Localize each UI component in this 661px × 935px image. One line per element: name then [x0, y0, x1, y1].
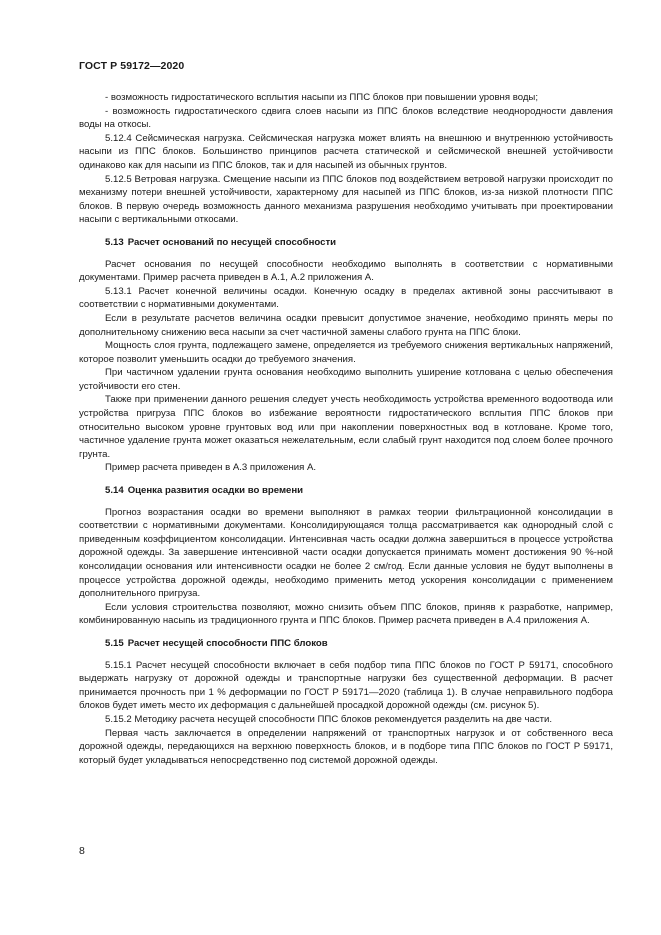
paragraph: Также при применении данного решения следует учесть необходимость устройства временного водоотвода или устройства пригруза ППС блоков во избежание вероятности гидростатического всплытия ППС блоков при относительно высоком уровне грунтовых вод или при накоплении поверхностных вод в котловане. Кроме того, частичное удаление грунта может оказаться нежелательным, если слабый грунт находится под слоем более прочного грунта.: [79, 394, 613, 460]
paragraph: 5.13.1 Расчет конечной величины осадки. Конечную осадку в пределах активной зоны рассчитывают в соответствии с нормативными документами.: [79, 285, 613, 311]
paragraph: При частичном удалении грунта основания необходимо выполнить уширение котлована с целью обеспечения устойчивости его стен.: [79, 367, 613, 392]
paragraph: Расчет основания по несущей способности необходимо выполнять в соответствии с нормативными документами. Пример расчета приведен в А.1, А.2 приложения А.: [79, 258, 613, 284]
document-body: [79, 91, 613, 767]
section-number: 5.13: [105, 236, 124, 248]
page-number: 8: [79, 845, 85, 857]
section-heading-5-15: [79, 637, 613, 651]
section-title: Расчет оснований по несущей способности: [127, 236, 337, 248]
paragraph: Если условия строительства позволяют, можно снизить объем ППС блоков, приняв к разработке, например, комбинированную насыпь из традиционного грунта и ППС блоков. Пример расчета приведен в А.4 приложения А.: [79, 601, 613, 627]
paragraph: 5.12.5 Ветровая нагрузка. Смещение насыпи из ППС блоков под воздействием ветровой нагрузки происходит по механизму потери внешней устойчивости, характерному для насыпей из ППС блоков, из-за низкой плотности ППС блоков. В первую очередь возможность данного механизма разрушения необходимо учитывать при проектировании насыпи с вертикальными откосами.: [79, 173, 613, 226]
document-header: ГОСТ Р 59172—2020: [79, 60, 185, 72]
paragraph: Прогноз возрастания осадки во времени выполняют в рамках теории фильтрационной консолидации в соответствии с нормативными документами. Консолидирующаяся толща рассматривается как однородный слой с приведенным коэффициентом консолидации. Интенсивная часть осадки должна завершиться в процессе устройства дорожной одежды. За завершение интенсивной части осадки допускается принимать момент достижения 90 %-ной консолидации основания или интенсивности осадки не более 2 см/год. Если данные условия не будут выполнены в процессе устройства дорожной одежды, необходимо применить метод ускорения консолидации с применением дополнительного пригруза.: [79, 506, 613, 600]
section-heading-5-13: [79, 236, 613, 250]
paragraph: 5.12.4 Сейсмическая нагрузка. Сейсмическая нагрузка может влиять на внешнюю и внутреннюю устойчивость насыпи из ППС блоков. Большинство принципов расчета статической и сейсмической внешней устойчивости одинаково как для насыпи из ППС блоков, так и для насыпей из обычных грунтов.: [79, 132, 613, 171]
section-number: 5.15: [105, 637, 124, 649]
paragraph: Мощность слоя грунта, подлежащего замене, определяется из требуемого снижения вертикальных напряжений, которое позволит уменьшить осадки до требуемого значения.: [79, 340, 613, 365]
section-heading-5-14: [79, 484, 613, 498]
paragraph: Пример расчета приведен в А.3 приложения А.: [105, 462, 317, 474]
section-title: Оценка развития осадки во времени: [127, 485, 304, 497]
paragraph: 5.15.1 Расчет несущей способности включает в себя подбор типа ППС блоков по ГОСТ Р 59171, способного выдержать нагрузку от дорожной одежды и транспортные нагрузки без существенной деформации. В расчет принимается прочность при 1 % деформации по ГОСТ Р 59171—2020 (таблица 1). В случае неправильного подбора блоков будет иметь место их деформация с дальнейшей просадкой дорожной одежды (см. рисунок 5).: [79, 659, 613, 712]
paragraph: - возможность гидростатического всплытия насыпи из ППС блоков при повышении уровня воды;: [105, 92, 538, 103]
paragraph: Первая часть заключается в определении напряжений от транспортных нагрузок и от собственного веса дорожной одежды, передающихся на верхнюю поверхность блоков, и в подборе типа ППС блоков по ГОСТ Р 59171, который будет укладываться непосредственно под системой дорожной одежды.: [79, 727, 613, 766]
section-title: Расчет несущей способности ППС блоков: [127, 637, 328, 649]
paragraph: - возможность гидростатического сдвига слоев насыпи из ППС блоков вследствие неоднородности давления воды на откосы.: [79, 105, 613, 131]
paragraph: Если в результате расчетов величина осадки превысит допустимое значение, необходимо принять меры по дополнительному снижению веса насыпи за счет частичной замены слабого грунта на ППС блоки.: [79, 312, 613, 338]
section-number: 5.14: [105, 485, 124, 497]
paragraph: 5.15.2 Методику расчета несущей способности ППС блоков рекомендуется разделить на две части.: [105, 713, 553, 725]
